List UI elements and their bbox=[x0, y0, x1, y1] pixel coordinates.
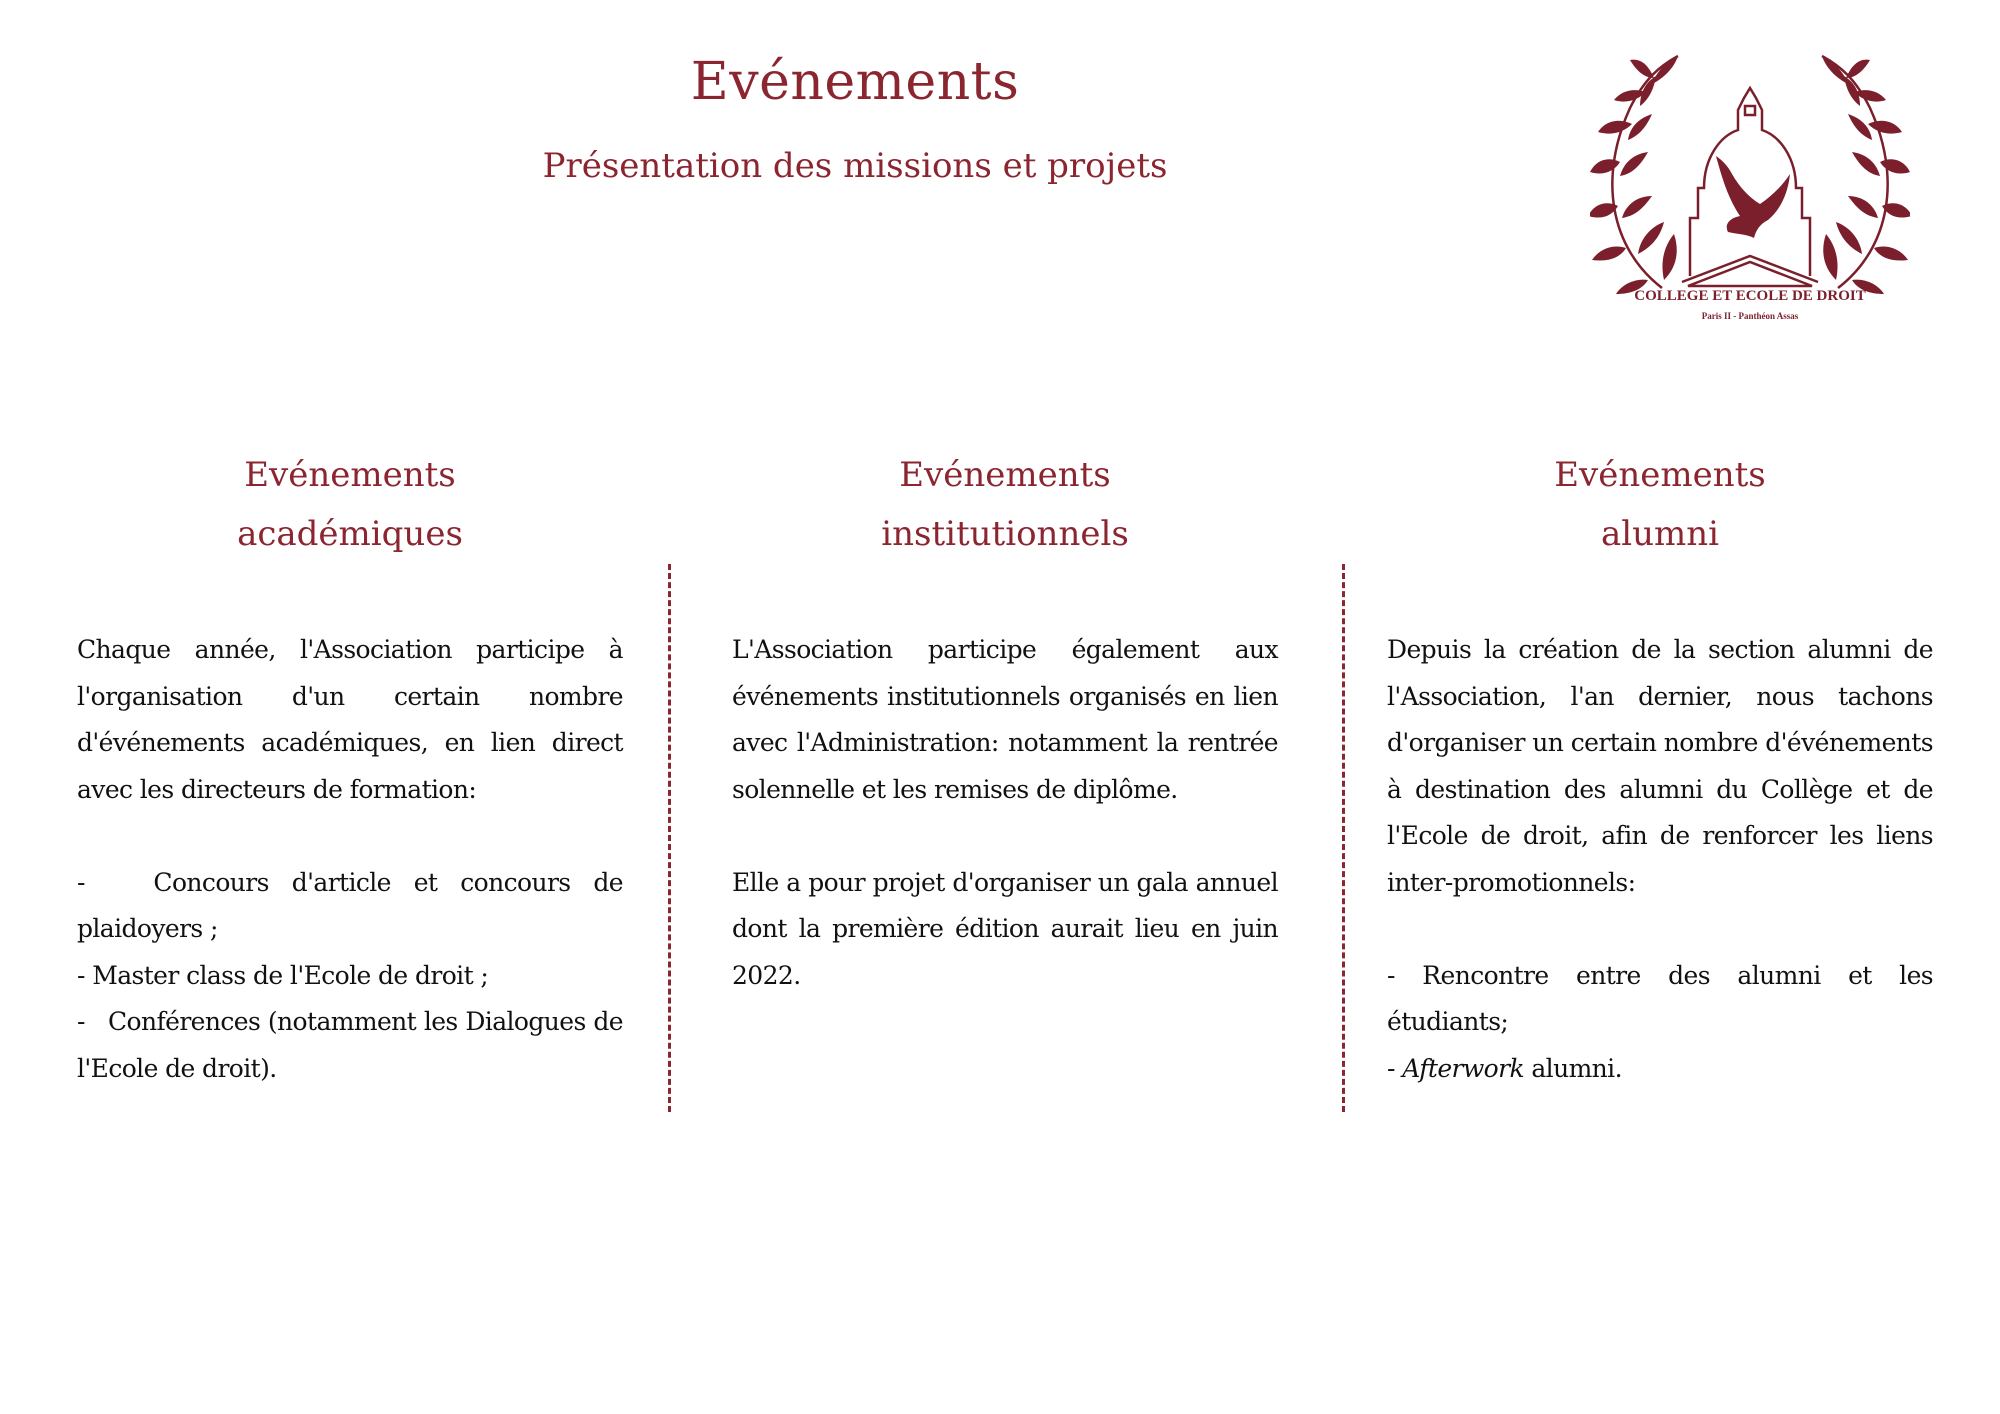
college-laurel-dome-logo bbox=[1590, 48, 1910, 328]
list-item: - Rencontre entre des alumni et les étudiants; bbox=[1387, 960, 1941, 1036]
column-divider-1 bbox=[668, 564, 671, 1112]
list-item: - Conférences (notamment les Dialogues de l'Ecole de droit). bbox=[77, 1007, 631, 1083]
page-subtitle: Présentation des missions et projets bbox=[542, 146, 1168, 186]
logo-subtitle: Paris II - Panthéon Assas bbox=[1701, 311, 1799, 321]
column-heading-academic bbox=[77, 446, 623, 564]
heading-line: Evénements bbox=[244, 455, 456, 495]
paragraph-intro: Chaque année, l'Association participe à l'organisation d'un certain nombre d'événements académiques, en lien direct avec les directeurs de formation: bbox=[77, 635, 631, 804]
column-heading-institutional bbox=[732, 446, 1278, 564]
heading-line: alumni bbox=[1600, 514, 1720, 554]
list-item bbox=[1387, 1046, 1933, 1093]
heading-line: Evénements bbox=[899, 455, 1111, 495]
list-item-prefix: - bbox=[1387, 1053, 1403, 1083]
column-heading-alumni bbox=[1387, 446, 1933, 564]
page-title: Evénements bbox=[690, 52, 1020, 112]
list-item-italic: Afterwork bbox=[1402, 1053, 1525, 1083]
eagle bbox=[1716, 156, 1790, 238]
column-body-institutional bbox=[732, 627, 1286, 999]
paragraph-intro: Depuis la création de la section alumni de l'Association, l'an dernier, nous tachons d'organiser un certain nombre d'événements à destination des alumni du Collège et de l'Ecole de droit, afin de renforcer les liens inter-promotionnels: bbox=[1387, 635, 1941, 897]
paragraph: Elle a pour projet d'organiser un gala annuel dont la première édition aurait lieu en juin 2022. bbox=[732, 867, 1286, 990]
column-divider-2 bbox=[1342, 564, 1345, 1112]
paragraph: L'Association participe également aux événements institutionnels organisés en lien avec l'Administration: notamment la rentrée solennelle et les remises de diplôme. bbox=[732, 635, 1286, 804]
column-body-academic bbox=[77, 627, 631, 1092]
heading-line: institutionnels bbox=[881, 514, 1129, 554]
heading-line: académiques bbox=[237, 514, 463, 554]
logo-title: COLLEGE ET ECOLE DE DROIT bbox=[1634, 288, 1866, 304]
list-item-suffix: alumni. bbox=[1524, 1053, 1622, 1083]
list-item: - Master class de l'Ecole de droit ; bbox=[77, 960, 489, 990]
column-body-alumni bbox=[1387, 627, 1941, 1092]
list-item: - Concours d'article et concours de plaidoyers ; bbox=[77, 867, 631, 943]
heading-line: Evénements bbox=[1554, 455, 1766, 495]
